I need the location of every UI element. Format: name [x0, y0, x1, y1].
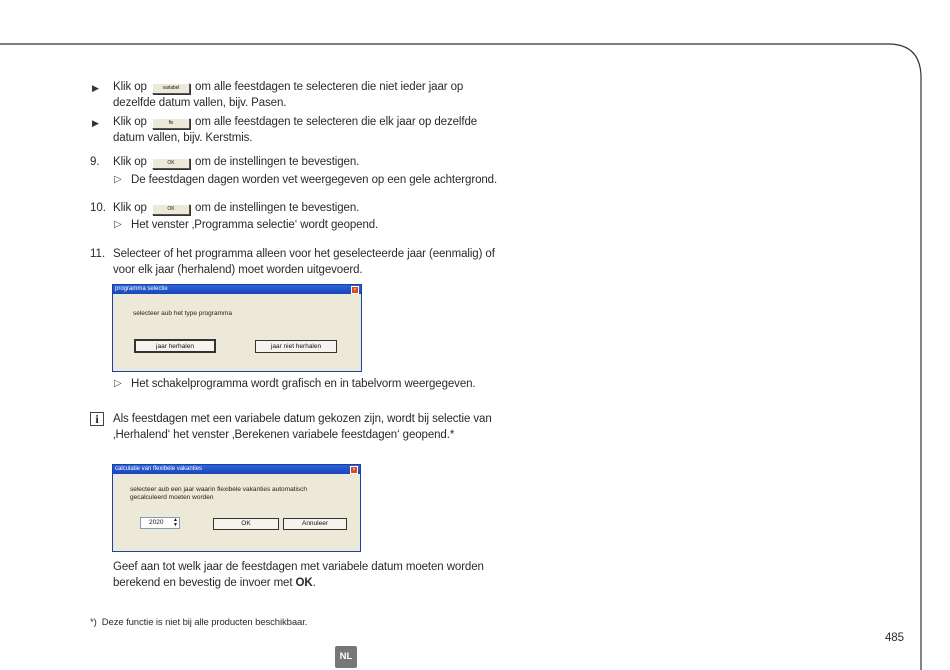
bullet-text: dezelfde datum vallen, bijv. Pasen. — [113, 96, 287, 109]
no-repeat-year-button[interactable]: jaar niet herhalen — [255, 340, 337, 353]
bullet-fixed — [113, 115, 477, 146]
step10-text — [113, 201, 359, 217]
close-icon[interactable]: × — [351, 286, 359, 294]
closing-text — [113, 560, 484, 591]
ok-emphasis: OK — [295, 576, 313, 589]
dialog-title — [113, 465, 360, 474]
step-number: 10. — [90, 202, 106, 214]
step-text: Klik op — [113, 202, 147, 214]
ok-button[interactable]: OK — [213, 518, 279, 530]
step11-text — [113, 247, 495, 278]
flexible-holidays-dialog — [112, 464, 361, 552]
info-line: Als feestdagen met een variabele datum gekozen zijn, wordt bij selectie van — [113, 413, 492, 425]
result-arrow-icon: ▷ — [114, 219, 122, 230]
step11-result: Het schakelprogramma wordt grafisch en in tabelvorm weergegeven. — [131, 378, 476, 390]
info-line: ‚Herhalend‘ het venster ‚Berekenen variabele feestdagen‘ geopend.* — [113, 428, 455, 441]
dialog-title-text: programma selectie — [115, 286, 168, 292]
program-selection-dialog — [112, 284, 362, 372]
language-badge: NL — [335, 646, 357, 668]
bullet-arrow: ▶ — [92, 83, 99, 93]
dialog-message-line: gecalculeerd moeten worden — [130, 494, 214, 501]
ok-button[interactable]: OK — [152, 204, 190, 215]
step-text: voor elk jaar (herhalend) moet worden uitgevoerd. — [113, 263, 363, 276]
closing-line: berekend en bevestig de invoer met — [113, 576, 296, 589]
variable-button[interactable]: variabel — [152, 83, 190, 94]
step-text: Klik op — [113, 156, 147, 168]
footnote-text: Deze functie is niet bij alle producten beschikbaar. — [101, 617, 308, 628]
ok-button[interactable]: OK — [152, 158, 190, 169]
step10-result: Het venster ‚Programma selectie‘ wordt geopend. — [131, 219, 379, 231]
step-number: 11. — [90, 248, 106, 260]
year-value: 2020 — [149, 519, 164, 526]
step-text: om de instellingen te bevestigen. — [195, 156, 360, 168]
dialog-title — [113, 285, 361, 294]
bullet-text: om alle feestdagen te selecteren die niet ieder jaar op — [195, 81, 464, 93]
info-icon: i — [90, 412, 104, 426]
step9-result: De feestdagen dagen worden vet weergegeven op een gele achtergrond. — [131, 174, 498, 186]
step9-text — [113, 155, 359, 171]
dialog-message-line: selecteer aub een jaar waarin flexibele vakanties automatisch — [130, 486, 308, 493]
step-number: 9. — [90, 156, 100, 168]
bullet-arrow: ▶ — [92, 118, 99, 128]
bullet-text: datum vallen, bijv. Kerstmis. — [113, 131, 253, 144]
fix-button[interactable]: fix — [152, 118, 190, 129]
bullet-variable — [113, 80, 463, 111]
spinner-arrows-icon[interactable]: ▲ ▼ — [173, 517, 178, 528]
result-arrow-icon: ▷ — [114, 378, 122, 389]
repeat-year-button[interactable]: jaar herhalen — [134, 339, 216, 353]
footnote — [90, 615, 307, 631]
bullet-text: Klik op — [113, 116, 147, 128]
closing-line: Geef aan tot welk jaar de feestdagen met variabele datum moeten worden — [113, 561, 484, 573]
step-text: om de instellingen te bevestigen. — [195, 202, 360, 214]
footnote-mark: *) — [90, 617, 97, 628]
page-number: 485 — [885, 632, 904, 644]
bullet-text: Klik op — [113, 81, 147, 93]
dialog-title-text: calculatie van flexibele vakanties — [115, 466, 203, 472]
step-text: Selecteer of het programma alleen voor het geselecteerde jaar (eenmalig) of — [113, 248, 495, 260]
dialog-message: selecteer aub het type programma — [133, 310, 232, 317]
close-icon[interactable]: × — [350, 466, 358, 474]
bullet-text: om alle feestdagen te selecteren die elk jaar op dezelfde — [195, 116, 478, 128]
dialog-message — [130, 486, 307, 502]
cancel-button[interactable]: Annuleer — [283, 518, 347, 530]
year-spinner[interactable] — [140, 517, 180, 529]
info-text — [113, 412, 492, 443]
result-arrow-icon: ▷ — [114, 174, 122, 185]
closing-punct: . — [312, 576, 316, 589]
